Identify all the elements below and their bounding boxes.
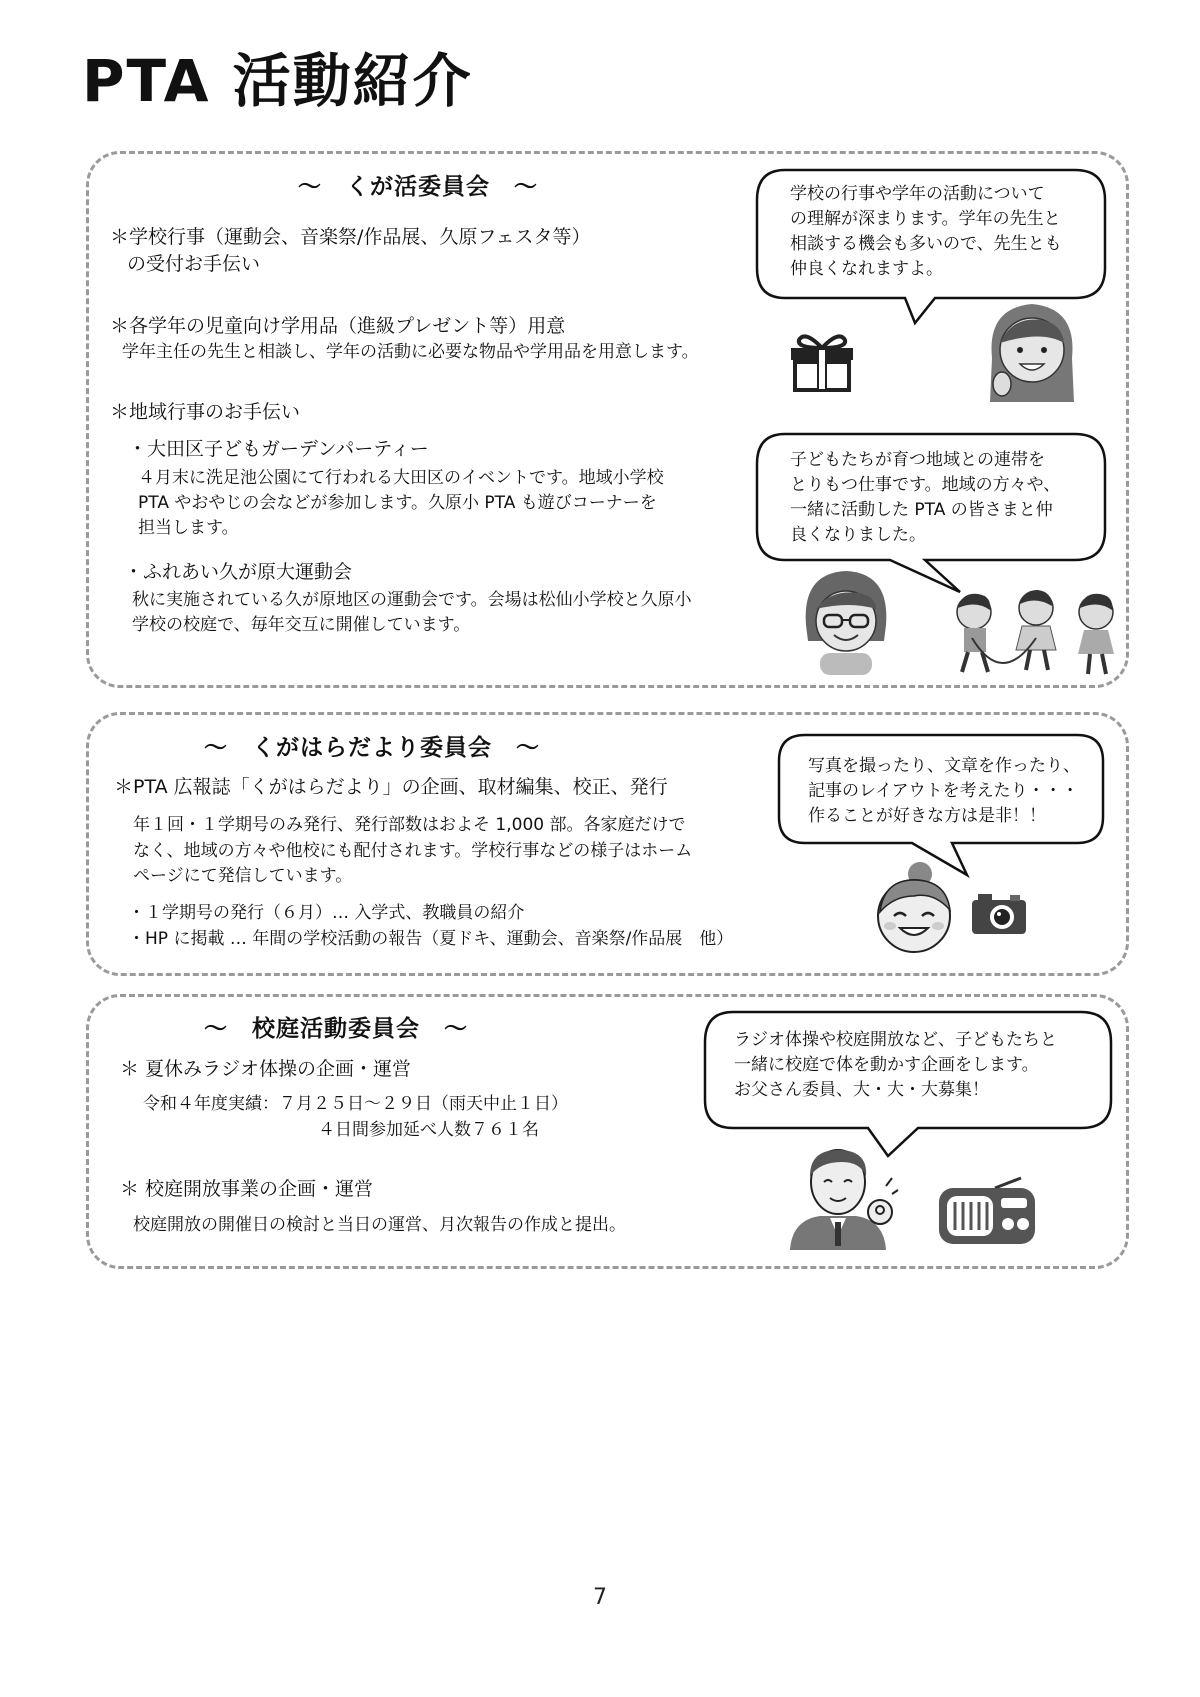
event-description: 秋に実施されている久が原地区の運動会です。会場は松仙小学校と久原小 bbox=[132, 590, 692, 610]
page-number: 7 bbox=[593, 1585, 607, 1610]
bubble-text: 写真を撮ったり、文章を作ったり、 記事のレイアウトを考えたり・・・ 作ることが好きな方は是非！！ bbox=[808, 756, 1080, 826]
activity-item: ＊ 校庭開放事業の企画・運営 bbox=[120, 1178, 374, 1200]
activity-item: ＊ 夏休みラジオ体操の企画・運営 bbox=[120, 1058, 412, 1080]
gift-icon bbox=[785, 328, 861, 392]
event-name: ・大田区子どもガーデンパーティー bbox=[128, 438, 429, 460]
bubble-text: 子どもたちが育つ地域との連帯を とりもつ仕事です。地域の方々や、 一緒に活動した PTA の皆さまと仲 良くなりました。 bbox=[790, 450, 1061, 545]
activity-result: ４日間参加延べ人数７６１名 bbox=[318, 1120, 539, 1140]
event-description: PTA やおやじの会などが参加します。久原小 PTA も遊びコーナーを bbox=[138, 493, 657, 513]
activity-item: ＊学校行事（運動会、音楽祭/作品展、久原フェスタ等） bbox=[110, 226, 591, 248]
activity-item-detail: 学年主任の先生と相談し、学年の活動に必要な物品や学用品を用意します。 bbox=[122, 342, 699, 362]
event-name: ・ふれあい久が原大運動会 bbox=[124, 561, 353, 583]
activity-item-detail: ・１学期号の発行（６月）… 入学式、教職員の紹介 bbox=[128, 903, 525, 923]
section-heading: ～ くがはらだより委員会 ～ bbox=[204, 735, 540, 761]
activity-description: なく、地域の方々や他校にも配付されます。学校行事などの様子はホーム bbox=[133, 841, 693, 861]
radio-icon bbox=[937, 1176, 1037, 1246]
activity-item-detail: の受付お手伝い bbox=[127, 253, 261, 275]
man-ok-gesture-icon bbox=[786, 1146, 898, 1250]
children-playing-icon bbox=[952, 588, 1120, 680]
teacher-woman-icon bbox=[982, 298, 1082, 406]
activity-result: 令和４年度実績：７月２５日～２９日（雨天中止１日） bbox=[143, 1094, 568, 1114]
bubble-text: ラジオ体操や校庭開放など、子どもたちと 一緒に校庭で体を動かす企画をします。 お父さん委員、大・大・大募集！ bbox=[734, 1030, 1057, 1100]
event-description: 学校の校庭で、毎年交互に開催しています。 bbox=[132, 615, 471, 635]
activity-item: ＊各学年の児童向け学用品（進級プレゼント等）用意 bbox=[110, 315, 566, 337]
activity-description: 年１回・１学期号のみ発行、発行部数はおよそ 1,000 部。各家庭だけで bbox=[133, 815, 686, 835]
page-title: PTA 活動紹介 bbox=[82, 47, 473, 115]
activity-item-detail: ・HP に掲載 … 年間の学校活動の報告（夏ドキ、運動会、音楽祭/作品展 他） bbox=[128, 929, 734, 949]
event-description: ４月末に洗足池公園にて行われる大田区のイベントです。地域小学校 bbox=[138, 468, 664, 488]
activity-description: ページにて発信しています。 bbox=[133, 866, 353, 886]
section-heading: ～ 校庭活動委員会 ～ bbox=[204, 1016, 468, 1042]
event-description: 担当します。 bbox=[138, 518, 239, 538]
section-heading: ～ くが活委員会 ～ bbox=[298, 174, 538, 200]
smiling-woman-icon bbox=[870, 862, 956, 954]
woman-with-glasses-icon bbox=[800, 567, 892, 675]
activity-item: ＊PTA 広報誌「くがはらだより」の企画、取材編集、校正、発行 bbox=[114, 776, 668, 798]
bubble-text: 学校の行事や学年の活動について の理解が深まります。学年の先生と 相談する機会も多いので、先生とも 仲良くなれますよ。 bbox=[790, 184, 1062, 279]
activity-description: 校庭開放の開催日の検討と当日の運営、月次報告の作成と提出。 bbox=[133, 1215, 626, 1235]
camera-icon bbox=[970, 890, 1030, 936]
activity-item: ＊地域行事のお手伝い bbox=[110, 401, 301, 423]
